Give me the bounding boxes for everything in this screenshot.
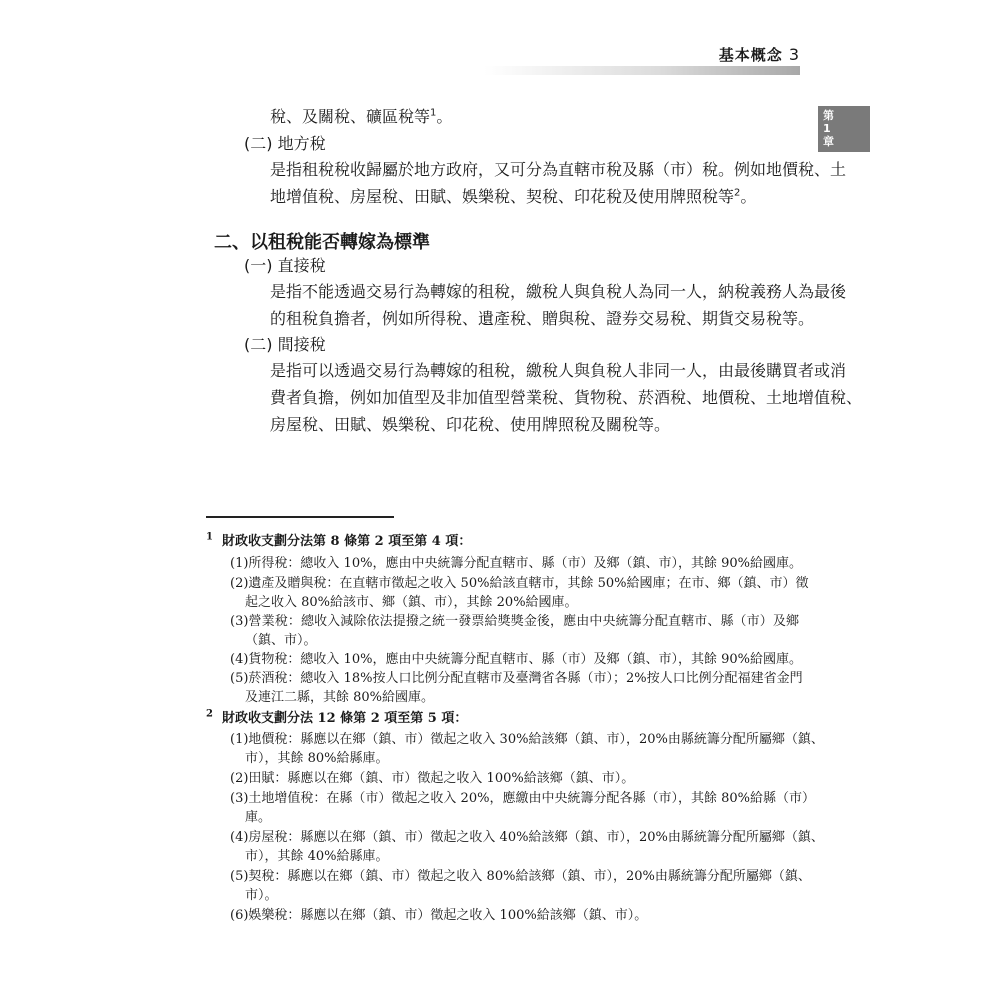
- footnote-1-line-3: 起之收入 80%給該市、鄉（鎮、市），其餘 20%給國庫。: [245, 595, 578, 610]
- direct-tax-heading: (一) 直接稅: [244, 256, 326, 275]
- chapter-tab-char-1: 第: [823, 109, 834, 122]
- continued-end: 。: [436, 107, 453, 126]
- footnote-2-line-3: (2)田賦：縣應以在鄉（鎮、市）徵起之收入 100%給該鄉（鎮、市）。: [230, 771, 635, 786]
- local-tax-para-line-2-text: 地增值稅、房屋稅、田賦、娛樂稅、契稅、印花稅及使用牌照稅等: [270, 187, 735, 206]
- footnote-2-line-10: (6)娛樂稅：縣應以在鄉（鎮、市）徵起之收入 100%給該鄉（鎮、市）。: [230, 908, 648, 923]
- chapter-tab: [818, 106, 870, 152]
- footnote-2-line-4: (3)土地增值稅：在縣（市）徵起之收入 20%，應繳由中央統籌分配各縣（市），其餘 80%給縣（市）: [230, 791, 815, 806]
- footnote-1-line-5: （鎮、市）。: [245, 633, 317, 648]
- footnote-1-heading: [206, 530, 471, 549]
- continued-text: 稅、及關稅、礦區稅等: [270, 107, 431, 126]
- indirect-tax-para-line-3: 房屋稅、田賦、娛樂稅、印花稅、使用牌照稅及關稅等。: [270, 415, 671, 434]
- footnote-ref-2: 2: [734, 187, 741, 199]
- section-2-title: 二、以租稅能否轉嫁為標準: [214, 232, 430, 253]
- local-tax-heading: (二) 地方稅: [244, 134, 326, 153]
- indirect-tax-heading: (二) 間接稅: [244, 335, 326, 354]
- indirect-tax-para-line-1: 是指可以透過交易行為轉嫁的租稅，繳稅人與負稅人非同一人，由最後購買者或消: [270, 361, 847, 380]
- local-tax-para-line-2: [270, 184, 756, 207]
- footnote-1-mark: 1: [206, 531, 213, 543]
- footnote-2-line-2: 市），其餘 80%給縣庫。: [245, 751, 389, 766]
- footnote-2-mark: 2: [206, 708, 213, 720]
- continued-line: [270, 104, 452, 127]
- footnote-2-line-9: 市）。: [245, 888, 278, 903]
- footnote-2-line-5: 庫。: [245, 810, 272, 825]
- footnote-2-title: 財政收支劃分法 12 條第 2 項至第 5 項：: [222, 711, 468, 726]
- footnote-1-line-6: (4)貨物稅：總收入 10%，應由中央統籌分配直轄市、縣（市）及鄉（鎮、市），其餘 90%給國庫。: [230, 652, 802, 667]
- page-number: 3: [788, 45, 800, 64]
- chapter-tab-char-2: 章: [823, 135, 834, 148]
- footnote-rule: [206, 516, 394, 518]
- direct-tax-para-line-1: 是指不能透過交易行為轉嫁的租稅，繳稅人與負稅人為同一人，納稅義務人為最後: [270, 282, 847, 301]
- header-gradient-bar: [484, 66, 800, 75]
- footnote-2-heading: [206, 707, 467, 726]
- local-tax-para-line-1: 是指租稅稅收歸屬於地方政府，又可分為直轄市稅及縣（市）稅。例如地價稅、土: [270, 160, 847, 179]
- footnote-1-line-4: (3)營業稅：總收入減除依法提撥之統一發票給獎獎金後，應由中央統籌分配直轄市、縣（市）及鄉: [230, 614, 799, 629]
- running-head-title: 基本概念: [718, 46, 783, 64]
- local-tax-para-line-2-end: 。: [740, 187, 757, 206]
- footnote-ref-1: 1: [430, 107, 437, 119]
- indirect-tax-para-line-2: 費者負擔，例如加值型及非加值型營業稅、貨物稅、菸酒稅、地價稅、土地增值稅、: [270, 388, 863, 407]
- footnote-1-line-2: (2)遺產及贈與稅：在直轄市徵起之收入 50%給該直轄市，其餘 50%給國庫；在市、鄉（鎮、市）徵: [230, 576, 809, 591]
- footnote-1-title: 財政收支劃分法第 8 條第 2 項至第 4 項：: [222, 534, 472, 549]
- footnote-2-line-6: (4)房屋稅：縣應以在鄉（鎮、市）徵起之收入 40%給該鄉（鎮、市），20%由縣統籌分配所屬鄉（鎮、: [230, 830, 824, 845]
- footnote-2-line-7: 市），其餘 40%給縣庫。: [245, 849, 389, 864]
- footnote-1-line-8: 及連江二縣，其餘 80%給國庫。: [245, 690, 435, 705]
- footnote-2-line-1: (1)地價稅：縣應以在鄉（鎮、市）徵起之收入 30%給該鄉（鎮、市），20%由縣統籌分配所屬鄉（鎮、: [230, 732, 824, 747]
- footnote-1-line-7: (5)菸酒稅：總收入 18%按人口比例分配直轄市及臺灣省各縣（市）；2%按人口比例分配福建省金門: [230, 671, 803, 686]
- footnote-2-line-8: (5)契稅：縣應以在鄉（鎮、市）徵起之收入 80%給該鄉（鎮、市），20%由縣統籌分配所屬鄉（鎮、: [230, 869, 811, 884]
- footnote-1-line-1: (1)所得稅：總收入 10%，應由中央統籌分配直轄市、縣（市）及鄉（鎮、市），其餘 90%給國庫。: [230, 556, 802, 571]
- chapter-tab-number: 1: [823, 122, 831, 135]
- running-head: [640, 44, 800, 65]
- direct-tax-para-line-2: 的租稅負擔者，例如所得稅、遺產稅、贈與稅、證券交易稅、期貨交易稅等。: [270, 309, 815, 328]
